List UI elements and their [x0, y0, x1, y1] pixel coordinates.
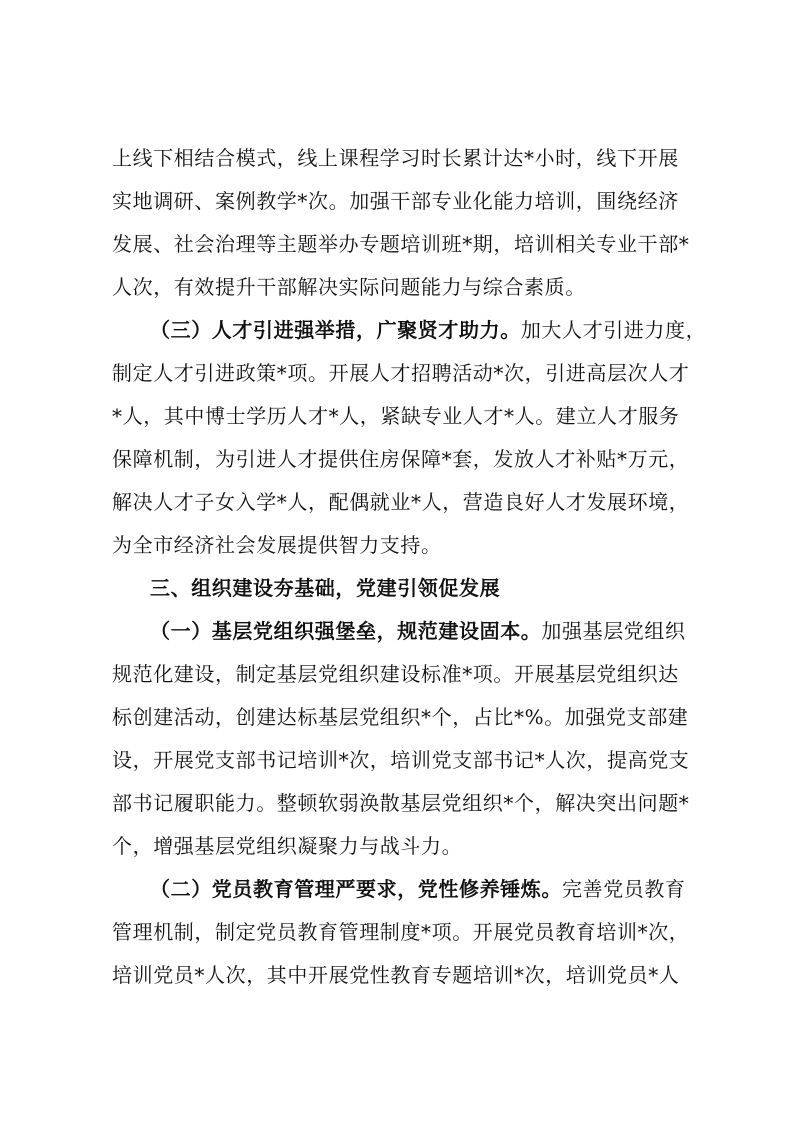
- body-line: 为全市经济社会发展提供智力支持。: [112, 533, 442, 557]
- body-line: 制定人才引进政策*项。开展人才招聘活动*次，引进高层次人才: [112, 361, 690, 385]
- body-line: 解决人才子女入学*人，配偶就业*人，营造良好人才发展环境，: [112, 490, 690, 514]
- body-line: *人，其中博士学历人才*人，紧缺专业人才*人。建立人才服务: [112, 404, 680, 428]
- body-line: 标创建活动，创建达标基层党组织*个，占比*%。加强党支部建: [112, 705, 689, 729]
- body-line: 培训党员*人次，其中开展党性教育专题培训*次，培训党员*人: [112, 963, 680, 987]
- paragraph-lead-grassroots: （一）基层党组织强堡垒，规范建设固本。: [150, 619, 542, 643]
- body-line: 管理机制，制定党员教育管理制度*项。开展党员教育培训*次，: [112, 920, 690, 944]
- paragraph-lead-talent: （三）人才引进强举措，广聚贤才助力。: [150, 318, 521, 342]
- body-line: 人次，有效提升干部解决实际问题能力与综合素质。: [112, 275, 586, 299]
- paragraph-lead-members: （二）党员教育管理严要求，党性修养锤炼。: [150, 877, 562, 901]
- section-heading: 三、组织建设夯基础，党建引领促发展: [150, 576, 501, 600]
- body-line: 保障机制，为引进人才提供住房保障*套，发放人才补贴*万元，: [112, 447, 690, 471]
- paragraph-first-line: [150, 614, 686, 648]
- paragraph-first-line: [150, 872, 686, 906]
- body-line: 部书记履职能力。整顿软弱涣散基层党组织*个，解决突出问题*: [112, 791, 690, 815]
- body-line: 发展、社会治理等主题举办专题培训班*期，培训相关专业干部*: [112, 232, 690, 256]
- body-line: 上线下相结合模式，线上课程学习时长累计达*小时，线下开展: [112, 146, 679, 170]
- body-line: 个，增强基层党组织凝聚力与战斗力。: [112, 834, 463, 858]
- paragraph-first-line: [150, 313, 706, 347]
- paragraph-text: 加强基层党组织: [541, 619, 686, 643]
- paragraph-text: 加大人才引进力度，: [520, 318, 707, 342]
- body-line: 规范化建设，制定基层党组织建设标准*项。开展基层党组织达: [112, 662, 679, 686]
- paragraph-text: 完善党员教育: [562, 877, 686, 901]
- body-line: 实地调研、案例教学*次。加强干部专业化能力培训，围绕经济: [112, 189, 679, 213]
- body-line: 设，开展党支部书记培训*次，培训党支部书记*人次，提高党支: [112, 748, 690, 772]
